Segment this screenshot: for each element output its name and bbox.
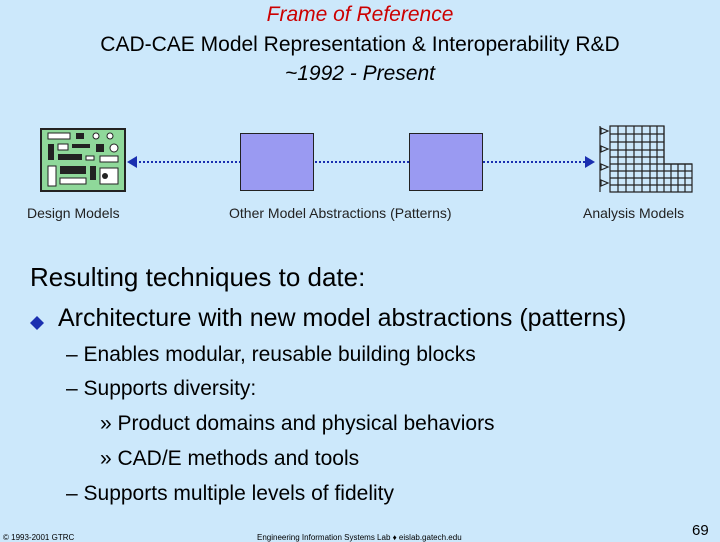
caption-analysis-models: Analysis Models — [583, 205, 685, 221]
circuit-board-icon — [40, 128, 126, 192]
mesh-grid-icon — [598, 124, 694, 196]
bullet-architecture: Architecture with new model abstractions (patterns) — [58, 304, 627, 332]
footer-lab: Engineering Information Systems Lab ♦ eislab.gatech.edu — [257, 533, 462, 542]
slide-title: Frame of Reference — [266, 3, 454, 26]
connector-line — [135, 161, 593, 163]
caption-other-abstractions: Other Model Abstractions (Patterns) — [229, 205, 452, 221]
page-number: 69 — [692, 522, 709, 539]
slide-date-range: ~1992 - Present — [284, 62, 435, 85]
section-heading: Resulting techniques to date: — [30, 262, 366, 292]
footer-copyright: © 1993-2001 GTRC — [3, 533, 75, 542]
dash-item-diversity: – Supports diversity: — [66, 377, 257, 400]
arrow-right-icon — [585, 156, 595, 168]
dash-item-fidelity: – Supports multiple levels of fidelity — [66, 482, 394, 505]
diamond-bullet-icon — [30, 316, 44, 330]
dash-item-modular: – Enables modular, reusable building blocks — [66, 343, 476, 366]
sub-item-product-domains: » Product domains and physical behaviors — [100, 412, 495, 435]
caption-design-models: Design Models — [27, 205, 120, 221]
abstraction-box-1 — [240, 133, 314, 191]
sub-item-cad-methods: » CAD/E methods and tools — [100, 447, 360, 470]
slide-subtitle: CAD-CAE Model Representation & Interoperability R&D — [100, 33, 620, 56]
abstraction-box-2 — [409, 133, 483, 191]
